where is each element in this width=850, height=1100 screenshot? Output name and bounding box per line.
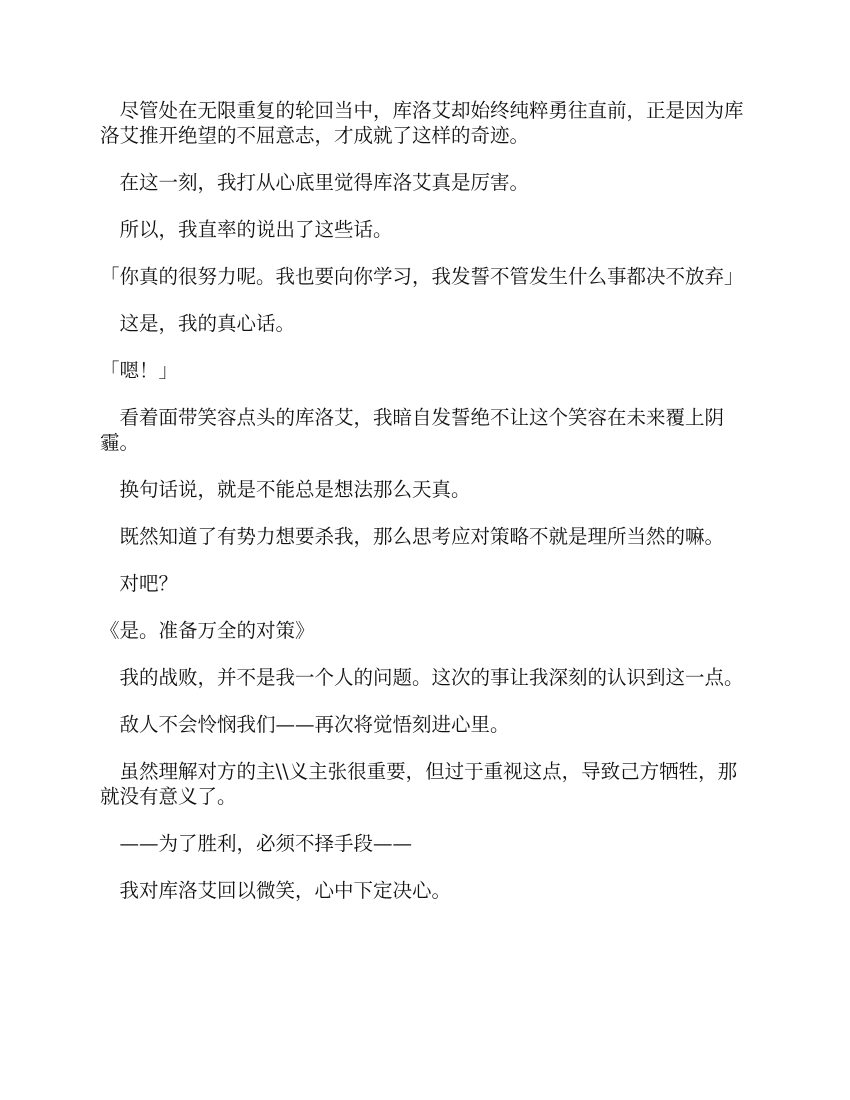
paragraph-8: 换句话说，就是不能总是想法那么天真。 — [100, 478, 471, 501]
paragraph-16: 我对库洛艾回以微笑，心中下定决心。 — [100, 879, 452, 902]
paragraph-12: 我的战败，并不是我一个人的问题。这次的事让我深刻的认识到这一点。 — [100, 666, 744, 689]
paragraph-7: 看着面带笑容点头的库洛艾，我暗自发誓绝不让这个笑容在未来覆上阴霾。 — [100, 406, 725, 454]
paragraph-15: ——为了胜利，必须不择手段—— — [100, 832, 413, 855]
paragraph-2: 在这一刻，我打从心底里觉得库洛艾真是厉害。 — [100, 171, 530, 194]
paragraph-14: 虽然理解对方的主\\义主张很重要，但过于重视这点，导致己方牺牲，那就没有意义了。 — [100, 760, 738, 808]
paragraph-9: 既然知道了有势力想要杀我，那么思考应对策略不就是理所当然的嘛。 — [100, 525, 725, 548]
paragraph-3: 所以，我直率的说出了这些话。 — [100, 218, 393, 241]
paragraph-5: 这是，我的真心话。 — [100, 312, 296, 335]
paragraph-1: 尽管处在无限重复的轮回当中，库洛艾却始终纯粹勇往直前，正是因为库洛艾推开绝望的不屈意志，才成就了这样的奇迹。 — [100, 99, 744, 147]
paragraph-10: 对吧？ — [100, 572, 179, 595]
paragraph-6: 「嗯！」 — [100, 359, 179, 382]
paragraph-13: 敌人不会怜悯我们——再次将觉悟刻进心里。 — [100, 713, 510, 736]
paragraph-11: 《是。准备万全的对策》 — [100, 619, 315, 642]
paragraph-4: 「你真的很努力呢。我也要向你学习，我发誓不管发生什么事都决不放弃」 — [100, 265, 744, 288]
document-body — [100, 98, 750, 925]
